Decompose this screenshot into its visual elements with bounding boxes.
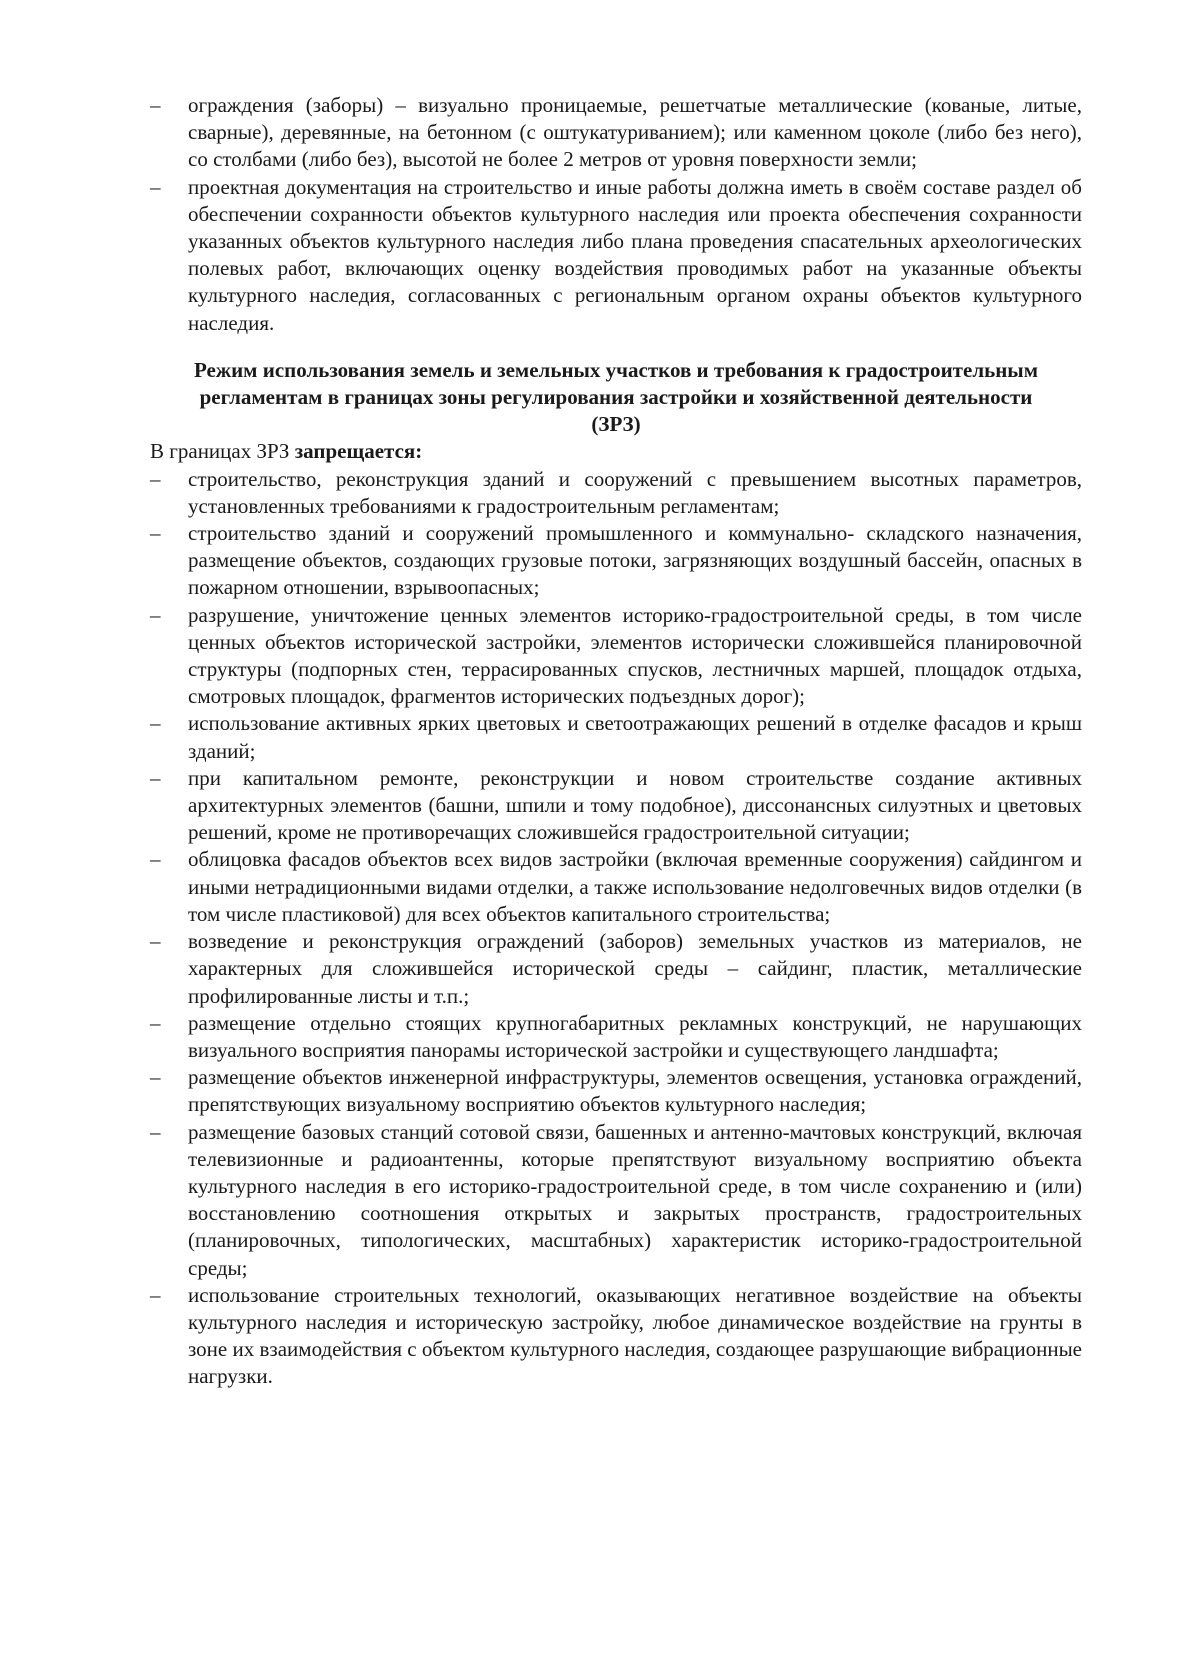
list-item-text: размещение объектов инженерной инфраструктуры, элементов освещения, установка ограждений, препятствующих визуальному восприятию объектов культурного наследия; [188,1065,1082,1117]
list-item [150,1010,1082,1064]
list-item [150,1282,1082,1391]
dash-bullet: – [150,847,161,872]
intro-text: В границах ЗРЗ [150,439,295,464]
dash-bullet: – [150,1065,161,1090]
list-item [150,928,1082,1010]
list-item-text: проектная документация на строительство и иные работы должна иметь в своём составе раздел об обеспечении сохранности объектов культурного наследия или проекта обеспечения сохранности указанных объектов культурного наследия либо плана проведения спасательных археологических полевых работ, включающих оценку воздействия проводимых работ на указанные объекты культурного наследия, согласованных с региональным органом охраны объектов культурного наследия. [188,174,1082,335]
list-item-text: размещение отдельно стоящих крупногабаритных рекламных конструкций, не нарушающих визуального восприятия панорамы исторической застройки и существующего ландшафта; [188,1010,1082,1062]
list-item-text: строительство зданий и сооружений промышленного и коммунально- складского назначения, размещение объектов, создающих грузовые потоки, загрязняющих воздушный бассейн, опасных в пожарном отношении, взрывоопасных; [188,521,1082,600]
list-item [150,1119,1082,1282]
list-item-text: строительство, реконструкция зданий и сооружений с превышением высотных параметров, установленных требованиями к градостроительным регламентам; [188,466,1082,518]
list-item-text: облицовка фасадов объектов всех видов застройки (включая временные сооружения) сайдингом и иными нетрадиционными видами отделки, а также использование недолговечных видов отделки (в том числе пластиковой) для всех объектов капитального строительства; [188,847,1082,926]
list-item [150,520,1082,602]
dash-bullet: – [150,765,161,790]
list-item-text: размещение базовых станций сотовой связи, башенных и антенно-мачтовых конструкций, включая телевизионные и радиоантенны, которые препятствуют визуальному восприятию объекта культурного наследия в его историко-градостроительной среде, в том числе сохранению и (или) восстановлению соотношения открытых и закрытых пространств, градостроительных (планировочных, типологических, масштабных) характеристик историко-градостроительной среды; [188,1119,1082,1280]
dash-bullet: – [150,1010,161,1035]
section-heading: Режим использования земель и земельных участков и требования к градостроительным регламентам в границах зоны регулирования застройки и хозяйственной деятельности (ЗРЗ) [193,357,1039,437]
list-item [150,765,1082,847]
list-item [150,174,1082,337]
list-item [150,846,1082,928]
list-item-text: использование строительных технологий, оказывающих негативное воздействие на объекты культурного наследия и историческую застройку, любое динамическое воздействие на грунты в зоне их взаимодействия с объектом культурного наследия, создающее разрушающие вибрационные нагрузки. [188,1282,1082,1389]
list-item [150,602,1082,711]
list-item [150,92,1082,174]
list-item-text: использование активных ярких цветовых и светоотражающих решений в отделке фасадов и крыш зданий; [188,711,1082,763]
section-intro [150,438,1082,465]
dash-bullet: – [150,711,161,736]
list-item [150,466,1082,520]
dash-bullet: – [150,1119,161,1144]
dash-bullet: – [150,1282,161,1307]
list-item-text: ограждения (заборы) – визуально проницаемые, решетчатые металлические (кованые, литые, сварные), деревянные, на бетонном (с оштукатуриванием); или каменном цоколе (либо без него), со столбами (либо без), высотой не более 2 метров от уровня поверхности земли; [188,93,1082,172]
document-body [150,92,1082,1391]
dash-bullet: – [150,93,161,117]
list-item-text: возведение и реконструкция ограждений (заборов) земельных участков из материалов, не характерных для сложившейся исторической среды – сайдинг, пластик, металлические профилированные листы и т.п.; [188,929,1082,1008]
list-item-text: при капитальном ремонте, реконструкции и новом строительстве создание активных архитектурных элементов (башни, шпили и тому подобное), диссонансных силуэтных и цветовых решений, кроме не противоречащих сложившейся градостроительной ситуации; [188,765,1082,845]
list-item [150,1064,1082,1118]
top-list [150,92,1082,337]
intro-bold-text: запрещается: [294,439,423,464]
prohibited-list [150,466,1082,1391]
dash-bullet: – [150,174,161,199]
dash-bullet: – [150,521,161,546]
dash-bullet: – [150,929,161,954]
dash-bullet: – [150,602,161,627]
list-item [150,710,1082,764]
list-item-text: разрушение, уничтожение ценных элементов историко-градостроительной среды, в том числе ценных объектов исторической застройки, элементов исторически сложившейся планировочной структуры (подпорных стен, террасированных спусков, лестничных маршей, площадок отдыха, смотровых площадок, фрагментов исторических подъездных дорог); [188,602,1082,709]
dash-bullet: – [150,466,161,491]
